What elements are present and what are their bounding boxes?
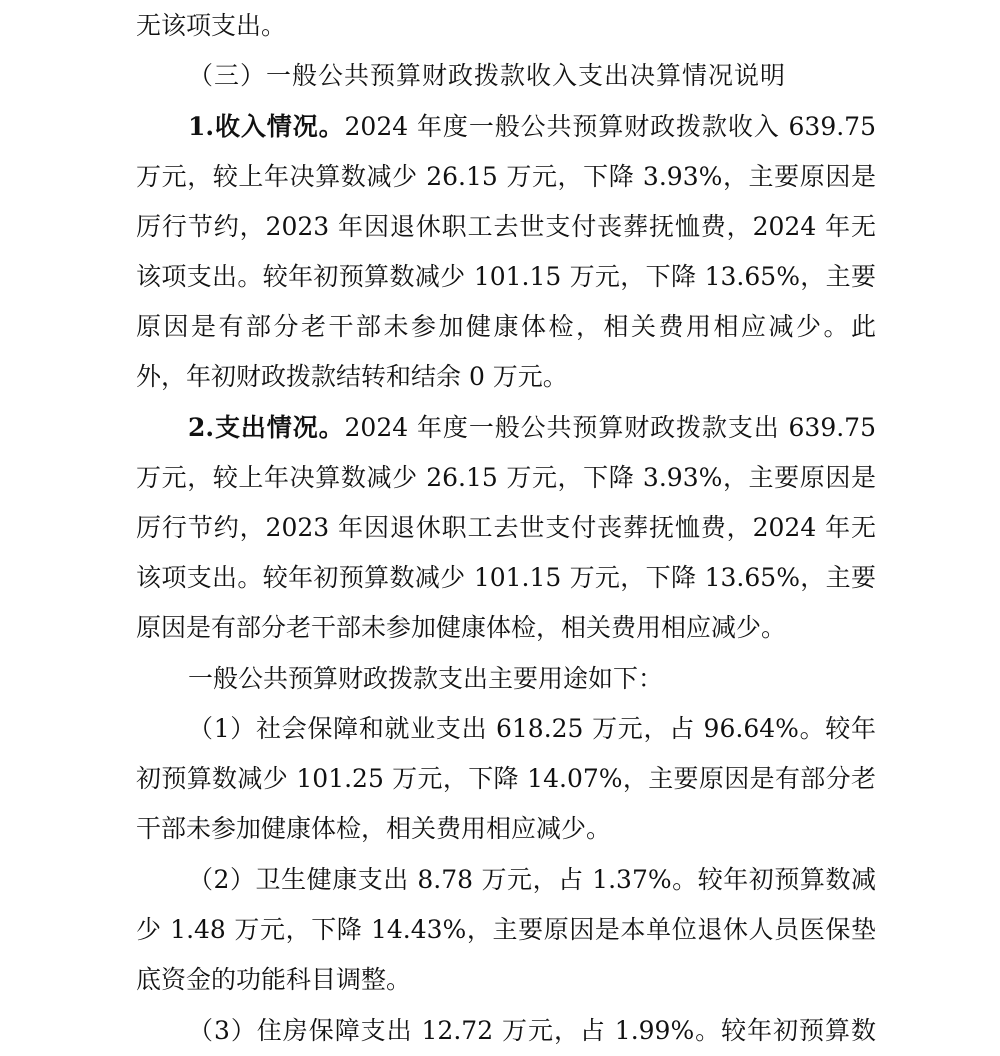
paragraph-line — [188, 1011, 876, 1051]
paragraph-line — [136, 6, 876, 46]
paragraph-line — [136, 910, 876, 950]
line-text: 原因是有部分老干部未参加健康体检，相关费用相应减少。 — [136, 613, 787, 642]
paragraph-line — [136, 759, 876, 799]
line-text: （1）社会保障和就业支出 618.25 万元，占 96.64%。较年 — [188, 714, 876, 743]
paragraph-line — [136, 809, 876, 849]
line-text: 该项支出。较年初预算数减少 101.15 万元，下降 13.65%，主要 — [136, 262, 876, 291]
paragraph-line — [136, 257, 876, 297]
paragraph-line — [188, 709, 876, 749]
paragraph-line — [136, 960, 876, 1000]
paragraph-line — [136, 608, 876, 648]
line-text: 该项支出。较年初预算数减少 101.15 万元，下降 13.65%，主要 — [136, 563, 876, 592]
paragraph-line — [136, 307, 876, 347]
paragraph-line — [136, 508, 876, 548]
paragraph-lead: 2.支出情况。 — [188, 413, 345, 442]
paragraph-line — [188, 408, 876, 448]
line-text: 底资金的功能科目调整。 — [136, 965, 412, 994]
section-heading — [188, 56, 876, 96]
paragraph-line — [136, 157, 876, 197]
line-text: 万元，较上年决算数减少 26.15 万元，下降 3.93%，主要原因是 — [136, 162, 876, 191]
line-text: 厉行节约，2023 年因退休职工去世支付丧葬抚恤费，2024 年无 — [136, 212, 876, 241]
line-text: 干部未参加健康体检，相关费用相应减少。 — [136, 814, 612, 843]
line-text: （3）住房保障支出 12.72 万元，占 1.99%。较年初预算数 — [188, 1016, 876, 1045]
paragraph-line — [136, 207, 876, 247]
section-heading-text: （三）一般公共预算财政拨款收入支出决算情况说明 — [188, 61, 787, 90]
line-text: 2024 年度一般公共预算财政拨款支出 639.75 — [344, 413, 876, 442]
line-text: 万元，较上年决算数减少 26.15 万元，下降 3.93%，主要原因是 — [136, 463, 876, 492]
line-text: 无该项支出。 — [136, 11, 287, 40]
line-text: 初预算数减少 101.25 万元，下降 14.07%，主要原因是有部分老 — [136, 764, 876, 793]
line-text: 一般公共预算财政拨款支出主要用途如下： — [188, 664, 664, 693]
paragraph-line — [188, 659, 876, 699]
line-text: 厉行节约，2023 年因退休职工去世支付丧葬抚恤费，2024 年无 — [136, 513, 876, 542]
line-text: （2）卫生健康支出 8.78 万元，占 1.37%。较年初预算数减 — [188, 865, 876, 894]
paragraph-line — [188, 107, 876, 147]
line-text: 原因是有部分老干部未参加健康体检，相关费用相应减少。此 — [136, 312, 876, 341]
paragraph-line — [188, 860, 876, 900]
paragraph-lead: 1.收入情况。 — [188, 112, 345, 141]
line-text: 外，年初财政拨款结转和结余 0 万元。 — [136, 362, 568, 391]
paragraph-line — [136, 558, 876, 598]
line-text: 2024 年度一般公共预算财政拨款收入 639.75 — [344, 112, 876, 141]
line-text: 少 1.48 万元，下降 14.43%，主要原因是本单位退休人员医保垫 — [136, 915, 876, 944]
paragraph-line — [136, 357, 876, 397]
paragraph-line — [136, 458, 876, 498]
